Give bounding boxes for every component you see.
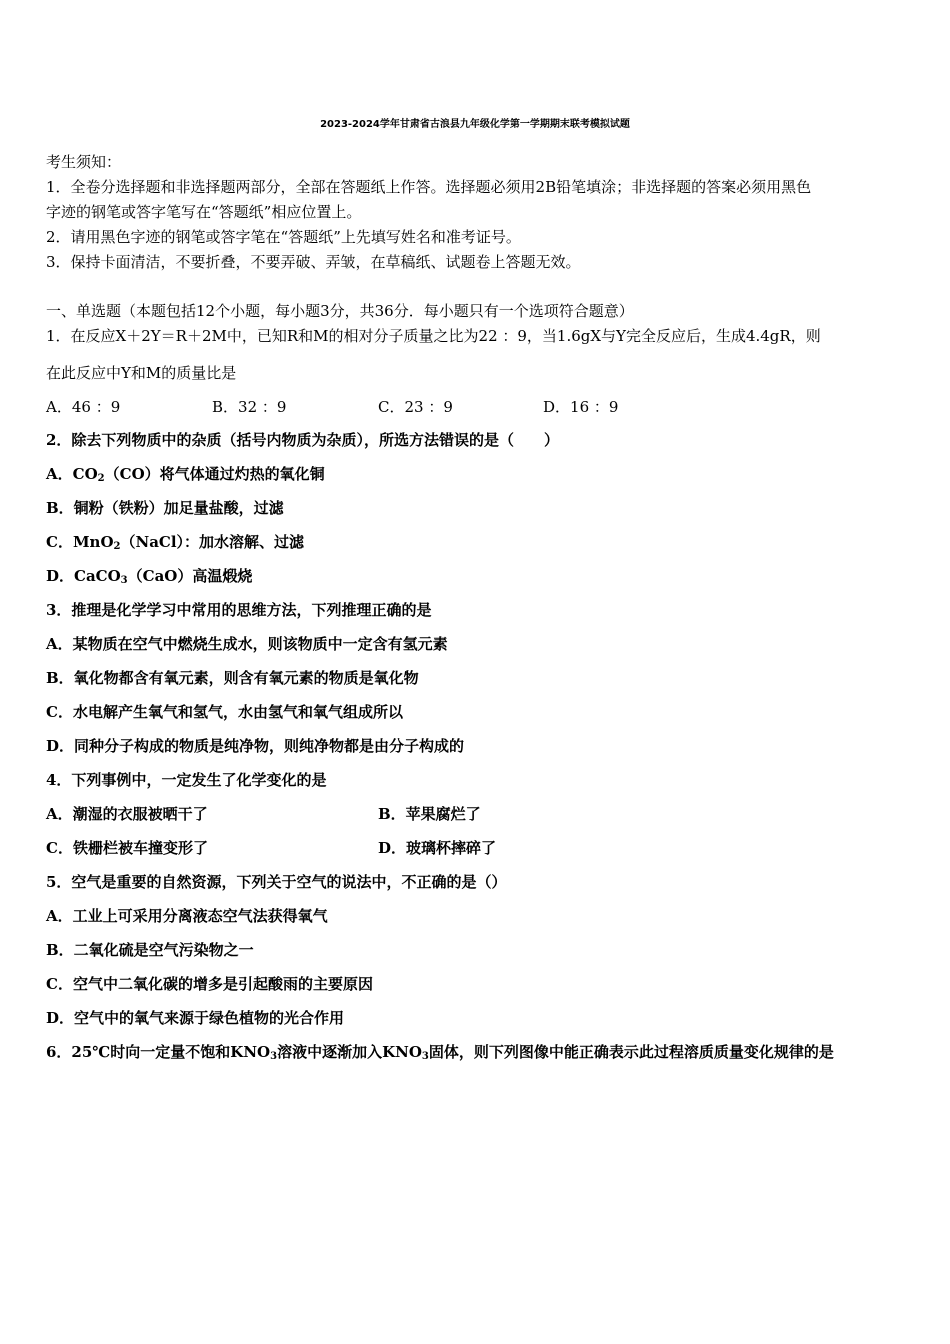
q2-stem: 2．除去下列物质中的杂质（括号内物质为杂质），所选方法错误的是（ ） (46, 431, 559, 449)
q2-option-b: B．铜粉（铁粉）加足量盐酸，过滤 (46, 499, 284, 517)
q1-stem-line2: 在此反应中Y和M的质量比是 (46, 364, 237, 382)
q2-option-a-text: A．CO (46, 465, 98, 483)
q3-option-d: D．同种分子构成的物质是纯净物，则纯净物都是由分子构成的 (46, 737, 465, 755)
q2-option-a-rest: （CO）将气体通过灼热的氧化铜 (104, 465, 325, 483)
q1-option-b: B．32 ：9 (212, 398, 287, 416)
q5-option-b: B．二氧化硫是空气污染物之一 (46, 941, 254, 959)
q1-stem-line1: 1．在反应X＋2Y＝R＋2M中，已知R和M的相对分子质量之比为22 ：9，当1.6gX与Y完全反应后，生成4.4gR，则 (46, 327, 821, 345)
q4-option-d: D．玻璃杯摔碎了 (378, 839, 497, 857)
q2-option-d-rest: （CaO）高温煅烧 (127, 567, 253, 585)
q1-option-a: A．46 ：9 (46, 398, 121, 416)
q2-option-c-subscript: 2 (113, 541, 121, 552)
q3-option-c: C．水电解产生氧气和氢气，水由氢气和氧气组成所以 (46, 703, 403, 721)
q5-option-c: C．空气中二氧化碳的增多是引起酸雨的主要原因 (46, 975, 373, 993)
notice-item-3: 3．保持卡面清洁，不要折叠，不要弄破、弄皱，在草稿纸、试题卷上答题无效。 (46, 253, 581, 271)
q3-option-b: B．氧化物都含有氧元素，则含有氧元素的物质是氧化物 (46, 669, 419, 687)
section-heading: 一、单选题（本题包括12个小题，每小题3分，共36分．每小题只有一个选项符合题意） (46, 302, 634, 320)
q2-option-c (46, 532, 304, 552)
q6-stem-part1: 6．25℃时向一定量不饱和KNO (46, 1043, 271, 1061)
q6-subscript-2: 3 (421, 1051, 429, 1062)
q4-option-c: C．铁栅栏被车撞变形了 (46, 839, 208, 857)
q2-option-d (46, 566, 252, 586)
q2-option-c-rest: （NaCl）：加水溶解、过滤 (120, 533, 305, 551)
q5-option-d: D．空气中的氧气来源于绿色植物的光合作用 (46, 1009, 345, 1027)
q3-option-a: A．某物质在空气中燃烧生成水，则该物质中一定含有氢元素 (46, 635, 448, 653)
q4-option-a: A．潮湿的衣服被晒干了 (46, 805, 208, 823)
q6-subscript-1: 3 (270, 1051, 278, 1062)
q5-stem: 5．空气是重要的自然资源，下列关于空气的说法中，不正确的是（） (46, 873, 507, 891)
q6-stem-part2: 溶液中逐渐加入KNO (277, 1043, 422, 1061)
q2-option-d-subscript: 3 (120, 575, 128, 586)
q2-option-d-text: D．CaCO (46, 567, 121, 585)
q2-option-c-text: C．MnO (46, 533, 114, 551)
notice-item-1: 1．全卷分选择题和非选择题两部分，全部在答题纸上作答。选择题必须用2B铅笔填涂；非选择题的答案必须用黑色 (46, 178, 812, 196)
q4-option-b: B．苹果腐烂了 (378, 805, 481, 823)
q2-option-a (46, 464, 325, 484)
notice-heading: 考生须知： (46, 153, 122, 171)
q4-stem: 4．下列事例中，一定发生了化学变化的是 (46, 771, 327, 789)
q6-stem (46, 1042, 834, 1062)
q6-stem-part3: 固体，则下列图像中能正确表示此过程溶质质量变化规律的是 (428, 1043, 834, 1061)
exam-title: 2023-2024学年甘肃省古浪县九年级化学第一学期期末联考模拟试题 (320, 119, 630, 130)
q3-stem: 3．推理是化学学习中常用的思维方法，下列推理正确的是 (46, 601, 432, 619)
q2-option-a-subscript: 2 (97, 473, 105, 484)
q1-option-c: C．23 ：9 (378, 398, 453, 416)
q5-option-a: A．工业上可采用分离液态空气法获得氧气 (46, 907, 328, 925)
notice-item-1-cont: 字迹的钢笔或答字笔写在“答题纸”相应位置上。 (46, 203, 362, 221)
q1-option-d: D．16 ：9 (543, 398, 619, 416)
notice-item-2: 2．请用黑色字迹的钢笔或答字笔在“答题纸”上先填写姓名和准考证号。 (46, 228, 521, 246)
